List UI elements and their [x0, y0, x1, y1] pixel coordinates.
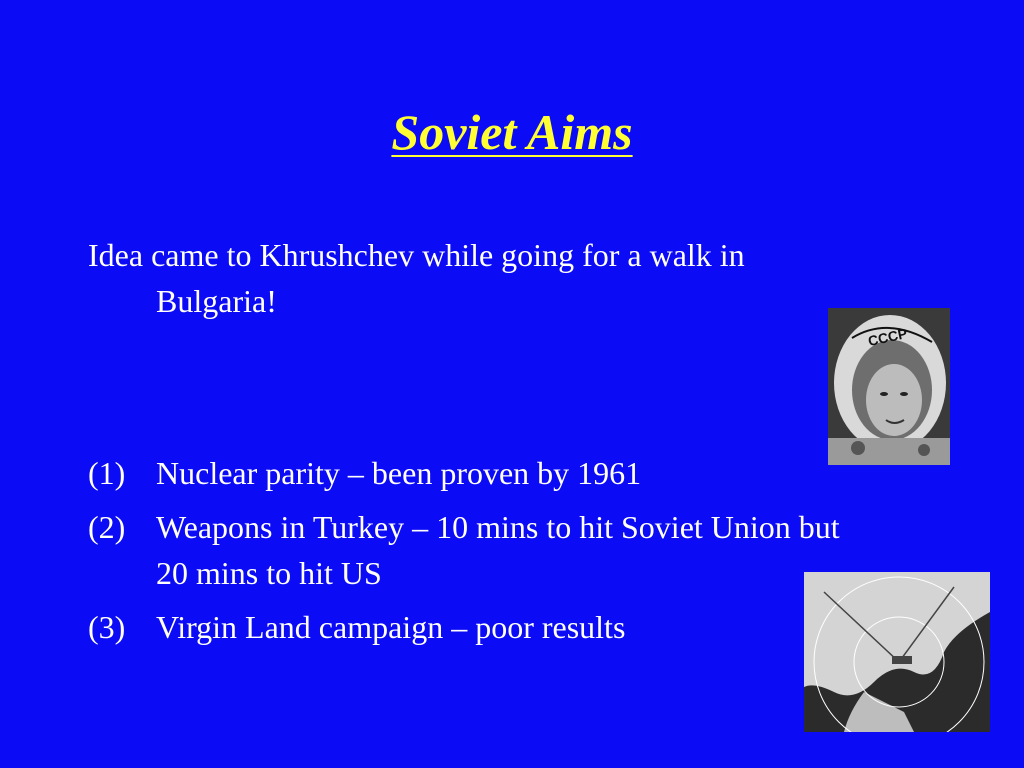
- list-item-text: Nuclear parity – been proven by 1961: [156, 455, 642, 491]
- list-item: [88, 604, 848, 650]
- intro-line-1: Idea came to Khrushchev while going for a walk in: [88, 237, 745, 273]
- svg-text:CCCP: CCCP: [866, 325, 909, 350]
- map-illustration: [804, 572, 990, 732]
- slide-title-text: Soviet Aims: [391, 104, 633, 160]
- intro-paragraph: [88, 232, 928, 324]
- cosmonaut-illustration: [828, 308, 950, 465]
- list-item: [88, 450, 848, 496]
- list-item-text: Virgin Land campaign – poor results: [156, 609, 626, 645]
- intro-line-2: Bulgaria!: [156, 283, 277, 319]
- aims-list: [88, 450, 848, 658]
- list-item-text: Weapons in Turkey – 10 mins to hit Soviet Union but 20 mins to hit US: [156, 509, 840, 591]
- list-item: [88, 504, 848, 596]
- list-item-number: (1): [88, 455, 126, 491]
- slide-title: [0, 104, 1024, 162]
- cosmonaut-photo: [828, 308, 950, 465]
- missile-range-map: [804, 572, 990, 732]
- list-item-number: (2): [88, 509, 126, 545]
- list-item-number: (3): [88, 609, 126, 645]
